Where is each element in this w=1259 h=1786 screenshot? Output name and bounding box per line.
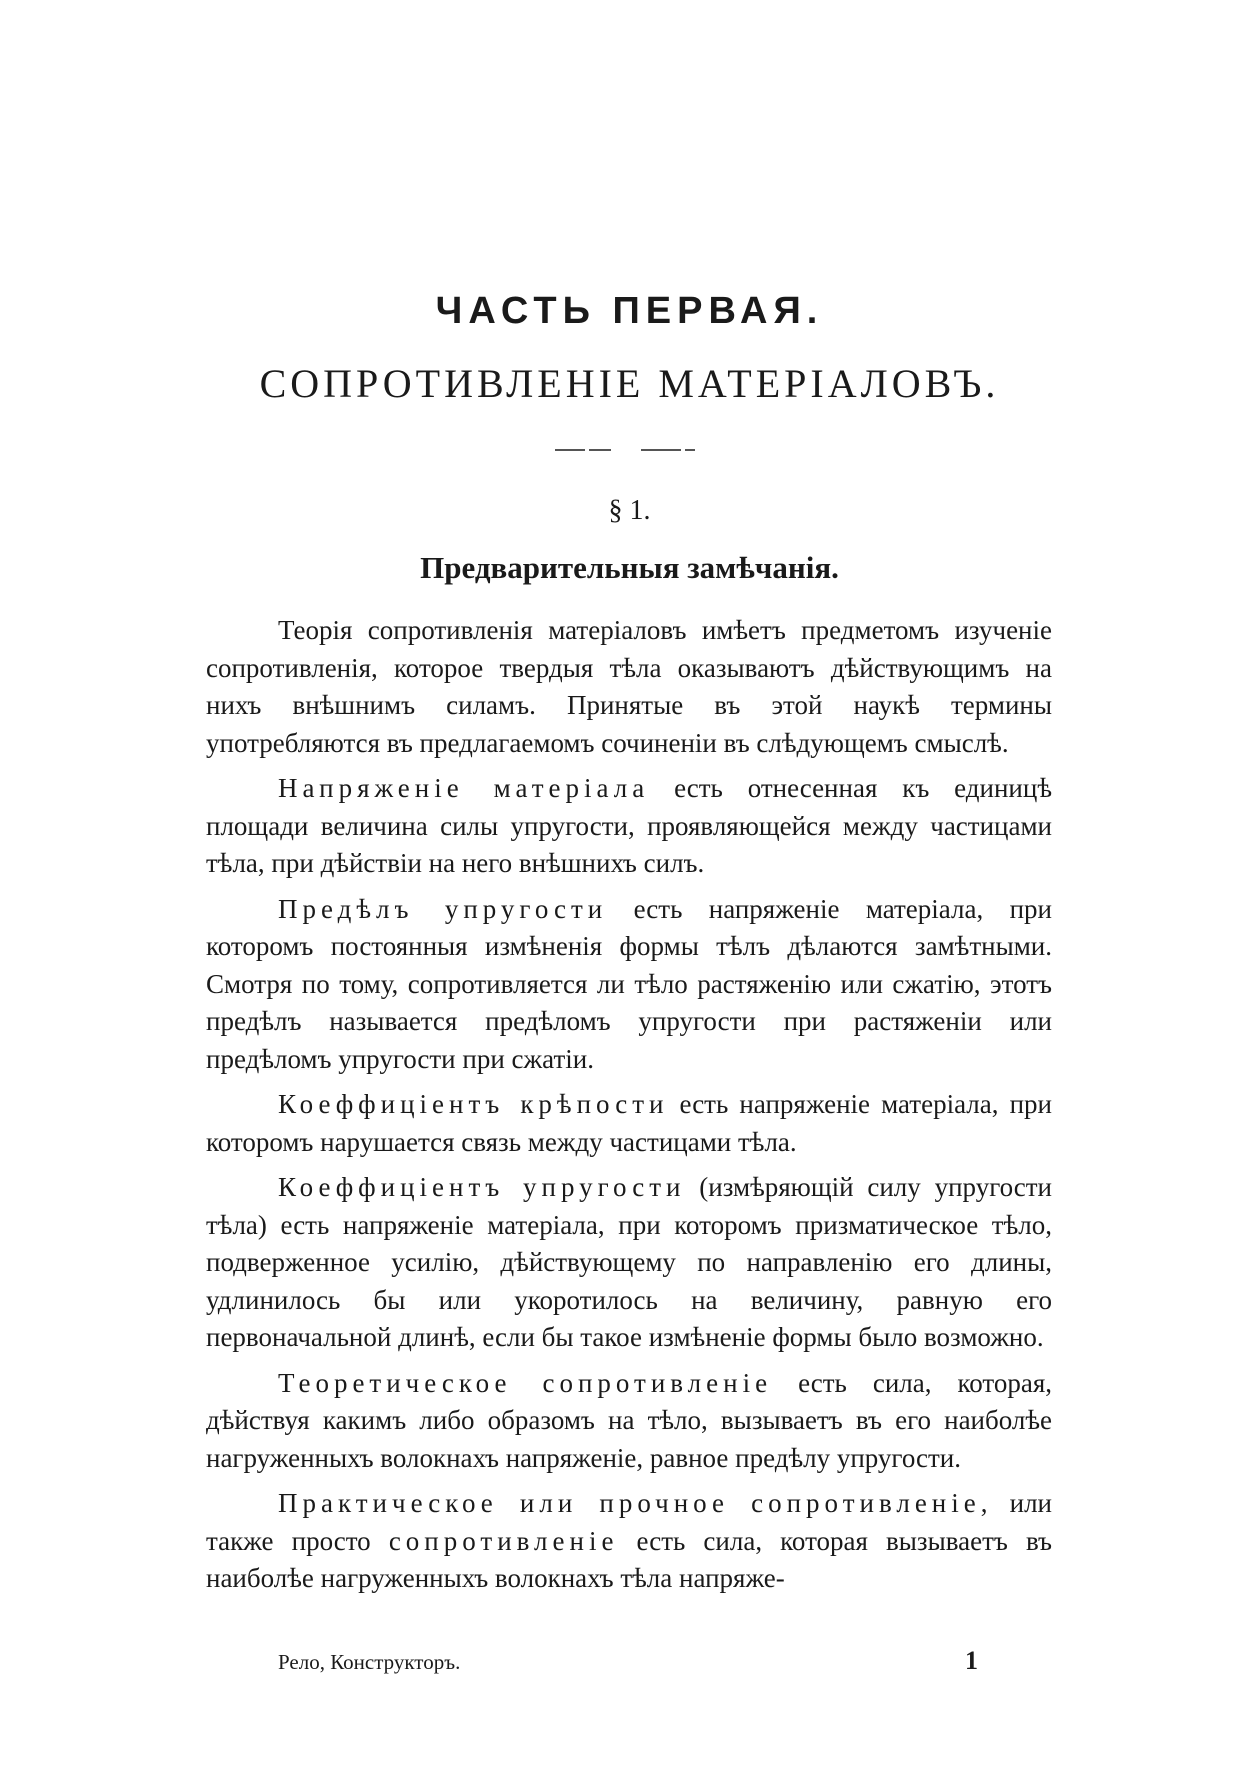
term: Практическое или прочное сопротивленіе, [278,1488,993,1518]
paragraph-text: или также просто [206,1488,1052,1556]
term: Коеффиціентъ крѣпости [278,1089,669,1119]
section-title: Предварительныя замѣчанія. [420,550,839,585]
part-heading: ЧАСТЬ ПЕРВАЯ. [435,290,824,332]
paragraph [206,612,1052,762]
running-footer: Рело, Конструкторъ. [278,1650,461,1674]
paragraph-text: Теорія сопротивленія матеріаловъ имѣетъ предметомъ изученіе сопротивленія, которое твердыя тѣла оказываютъ дѣйствующимъ на нихъ внѣшнимъ силамъ. Принятые въ этой наукѣ термины употребляются въ предлагаемомъ сочиненіи въ слѣдующемъ смыслѣ. [206,615,1052,758]
paragraph [206,1086,1052,1161]
paragraph-text: есть сила, которая, дѣйствуя какимъ либо образомъ на тѣло, вызываетъ въ его наиболѣе нагруженныхъ волокнахъ напряженіе, равное предѣлу упругости. [206,1367,1052,1473]
paragraph-text: есть сила, которая вызываетъ въ наиболѣе нагруженныхъ волокнахъ тѣла напряже- [206,1525,1053,1593]
term: Теоретическое сопротивленіе [278,1367,773,1398]
paragraph-text: есть отнесенная къ единицѣ площади величина силы упругости, проявляющейся между частицами тѣла, при дѣйствіи на него внѣшнихъ силъ. [206,773,1052,878]
book-title: СОПРОТИВЛЕНІЕ МАТЕРІАЛОВЪ. [259,361,1000,406]
paragraph [206,770,1052,883]
paragraph [206,1365,1052,1478]
paragraph [206,1169,1052,1357]
page-footer [278,1646,978,1680]
page-number: 1 [965,1646,978,1675]
paragraph [206,891,1052,1079]
paragraph-text: (измѣряющій силу упругости тѣла) есть напряженіе матеріала, при которомъ призматическое тѣло, подверженное усилію, дѣйствующему по направленію его длины, удлинилось бы или укоротилось на величину, равную его первоначальной длинѣ, если бы такое измѣненіе формы было возможно. [206,1172,1052,1352]
paragraph-text: есть напряженіе матеріала, при которомъ нарушается связь между частицами тѣла. [206,1089,1052,1157]
paragraph [206,1485,1052,1598]
body-text [206,612,1052,1606]
paragraph-text: есть напряженіе матеріала, при которомъ постоянныя измѣненія формы тѣлъ дѣлаются замѣтными. Смотря по тому, сопротивляется ли тѣло растяженію или сжатію, этотъ предѣлъ называется предѣломъ упругости при растяженіи или предѣломъ упругости при сжатіи. [206,893,1053,1074]
divider-ornament [555,447,705,453]
term: Коеффиціентъ упругости [278,1172,686,1202]
section-number: § 1. [608,495,651,526]
term: сопротивленіе [388,1525,619,1556]
term: Предѣлъ упругости [278,893,608,924]
term: Напряженіе матеріала [278,773,650,803]
